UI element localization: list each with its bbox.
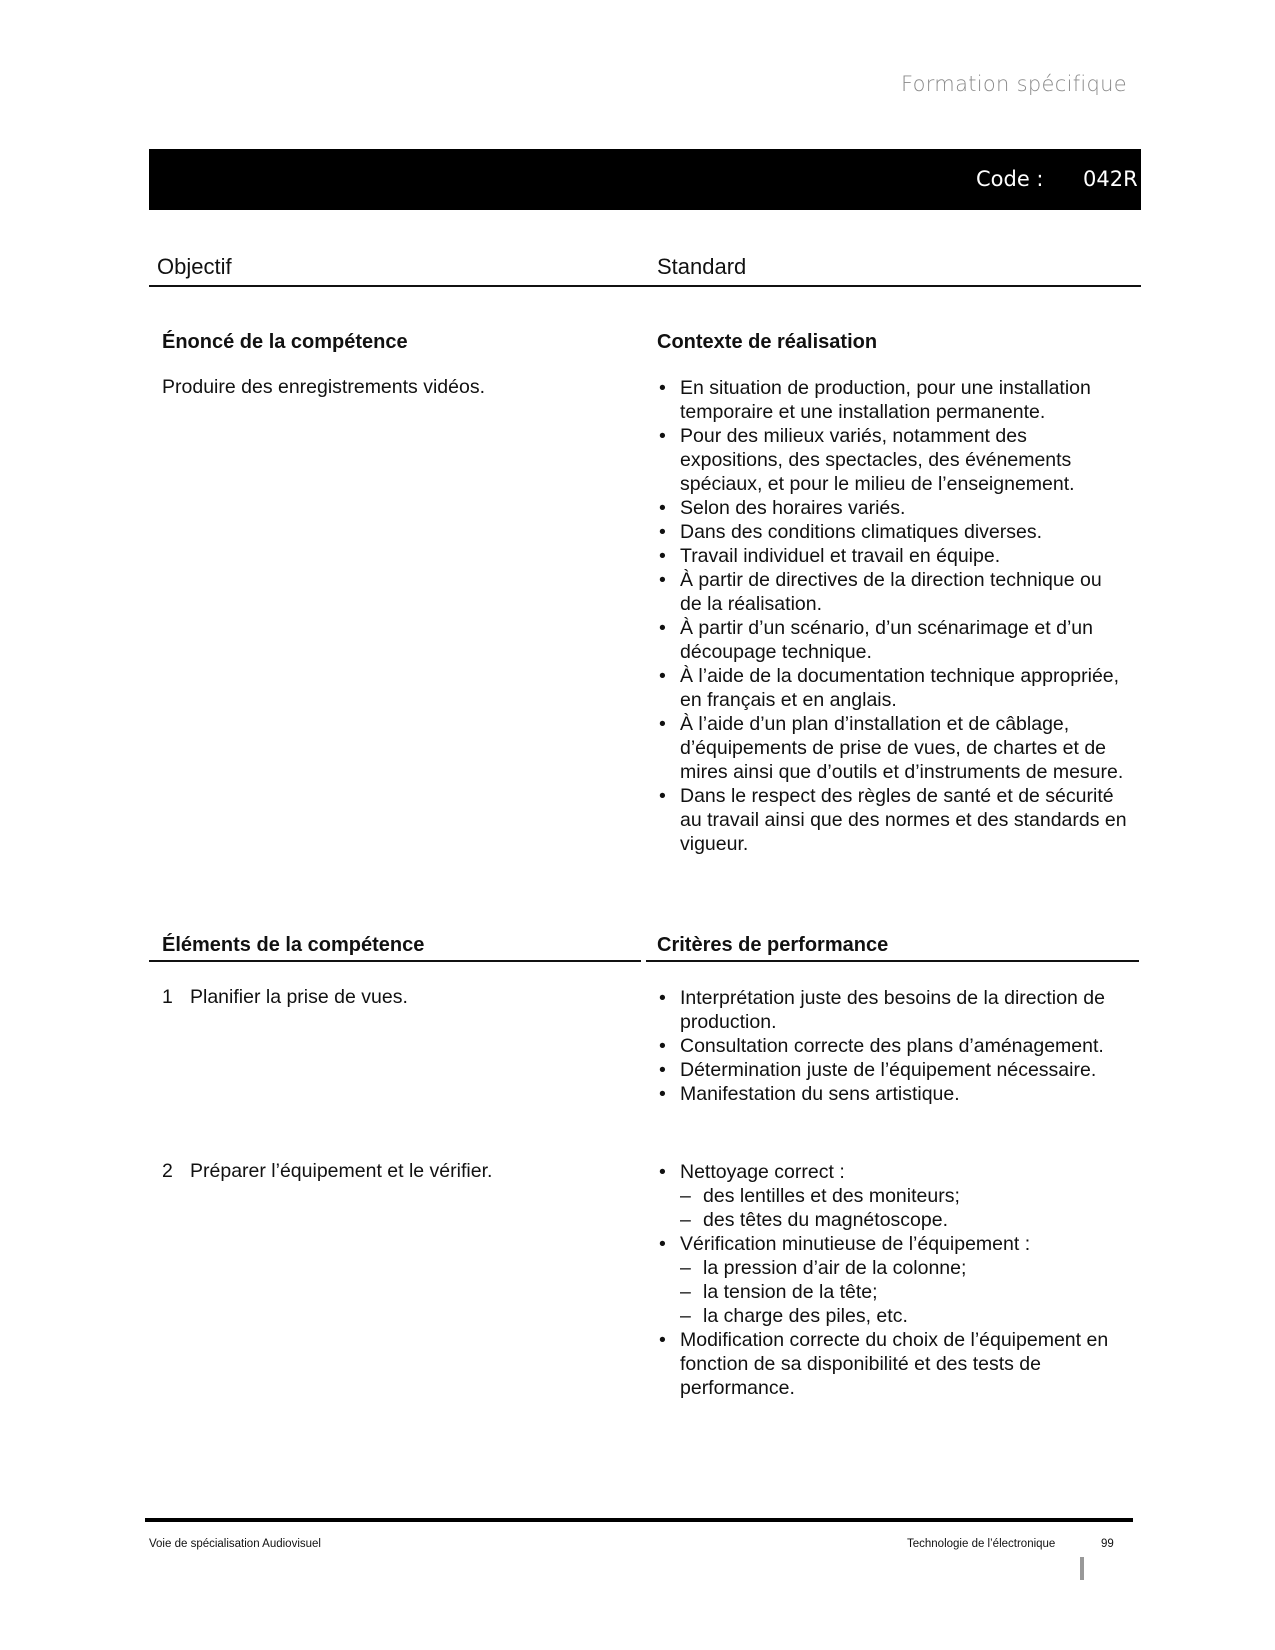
element-number: 1 xyxy=(162,986,173,1008)
element-2 xyxy=(162,1159,492,1183)
contexte-list xyxy=(657,376,1127,856)
sub-list xyxy=(680,1184,1127,1232)
sub-list-item: – la tension de la tête; xyxy=(680,1280,1127,1304)
sub-list-item: – la pression d’air de la colonne; xyxy=(680,1256,1127,1280)
list-item: • À l’aide de la documentation technique appropriée, en français et en anglais. xyxy=(657,664,1127,712)
footer-rule xyxy=(145,1518,1133,1522)
sub-list-item: – des lentilles et des moniteurs; xyxy=(680,1184,1127,1208)
sub-list-item: – des têtes du magnétoscope. xyxy=(680,1208,1127,1232)
page-marker xyxy=(1080,1557,1084,1580)
list-item-text: Nettoyage correct : xyxy=(680,1161,845,1183)
running-header: Formation spécifique xyxy=(900,72,1127,96)
sub-list xyxy=(680,1256,1127,1328)
list-item: • En situation de production, pour une installation temporaire et une installation permanente. xyxy=(657,376,1127,424)
list-item: • Travail individuel et travail en équipe. xyxy=(657,544,1127,568)
criteres-title: Critères de performance xyxy=(657,934,889,956)
list-item-text: Vérification minutieuse de l’équipement : xyxy=(680,1233,1031,1255)
list-item: • À l’aide d’un plan d’installation et de câblage, d’équipements de prise de vues, de chartes et de mires ainsi que d’outils et d’instruments de mesure. xyxy=(657,712,1127,784)
element-text: Préparer l’équipement et le vérifier. xyxy=(190,1160,493,1182)
list-item: • Interprétation juste des besoins de la direction de production. xyxy=(657,986,1137,1034)
criteria-list-2 xyxy=(657,1160,1127,1400)
criteres-rule xyxy=(646,960,1139,962)
list-item: • Pour des milieux variés, notamment des expositions, des spectacles, des événements spéciaux, et pour le milieu de l’enseignement. xyxy=(657,424,1127,496)
column-heading-standard: Standard xyxy=(657,254,747,279)
code-bar xyxy=(149,149,1141,210)
list-item: • Dans des conditions climatiques diverses. xyxy=(657,520,1127,544)
elements-title: Éléments de la compétence xyxy=(162,934,425,956)
element-1 xyxy=(162,985,408,1009)
element-number: 2 xyxy=(162,1160,173,1182)
list-item: • Selon des horaires variés. xyxy=(657,496,1127,520)
footer-left: Voie de spécialisation Audiovisuel xyxy=(149,1538,321,1550)
contexte-title: Contexte de réalisation xyxy=(657,331,878,353)
list-item xyxy=(657,1232,1127,1328)
list-item: • Détermination juste de l’équipement nécessaire. xyxy=(657,1058,1137,1082)
page-number: 99 xyxy=(1101,1538,1114,1550)
criteria-list-1 xyxy=(657,986,1137,1106)
sub-list-item: – la charge des piles, etc. xyxy=(680,1304,1127,1328)
column-heading-objectif: Objectif xyxy=(157,254,232,279)
enonce-text: Produire des enregistrements vidéos. xyxy=(162,376,485,398)
enonce-title: Énoncé de la compétence xyxy=(162,331,408,353)
list-item: • Manifestation du sens artistique. xyxy=(657,1082,1137,1106)
list-item: • Dans le respect des règles de santé et de sécurité au travail ainsi que des normes et des standards en vigueur. xyxy=(657,784,1127,856)
heading-rule xyxy=(149,285,1141,287)
list-item xyxy=(657,1160,1127,1232)
list-item: • À partir de directives de la direction technique ou de la réalisation. xyxy=(657,568,1127,616)
code-label: Code : xyxy=(976,167,1044,191)
code-value: 042R xyxy=(1083,167,1138,191)
elements-rule xyxy=(149,960,641,962)
footer-right: Technologie de l’électronique xyxy=(907,1538,1056,1550)
list-item: • Modification correcte du choix de l’équipement en fonction de sa disponibilité et des tests de performance. xyxy=(657,1328,1127,1400)
list-item: • À partir d’un scénario, d’un scénarimage et d’un découpage technique. xyxy=(657,616,1127,664)
list-item: • Consultation correcte des plans d’aménagement. xyxy=(657,1034,1137,1058)
element-text: Planifier la prise de vues. xyxy=(190,986,408,1008)
